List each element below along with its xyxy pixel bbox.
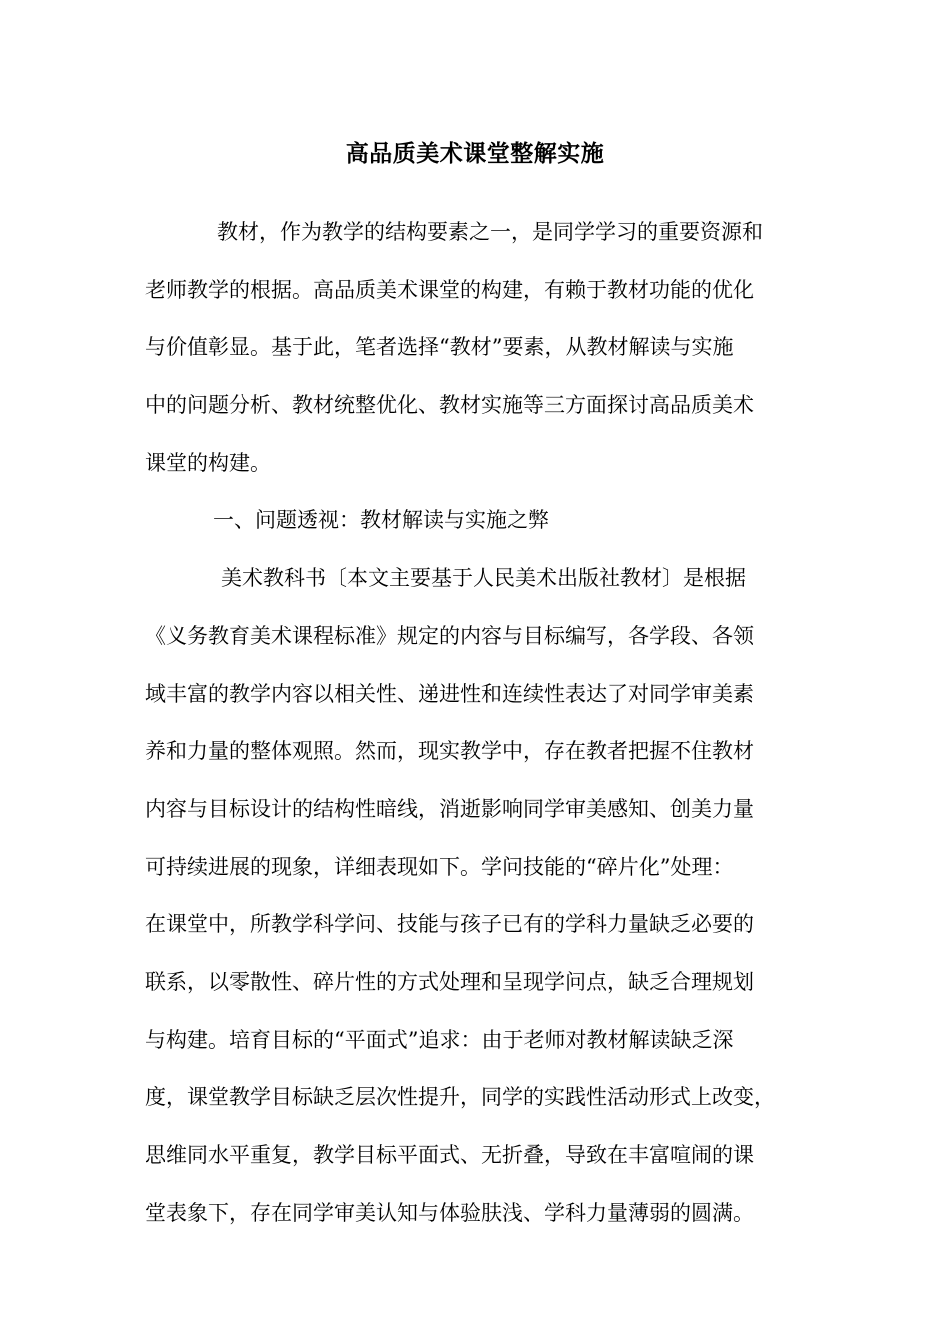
document-title: 高品质美术课堂整解实施 (345, 140, 605, 167)
paragraph-line: 美术教科书〔本文主要基于人民美术出版社教材〕是根据 (221, 566, 746, 591)
paragraph-line: 度，课堂教学目标缺乏层次性提升，同学的实践性活动形式上改变， (145, 1085, 775, 1110)
paragraph-line: 可持续进展的现象，详细表现如下。学问技能的“碎片化”处理： (145, 854, 734, 879)
paragraph-line: 域丰富的教学内容以相关性、递进性和连续性表达了对同学审美素 (145, 681, 754, 706)
paragraph-line: 老师教学的根据。高品质美术课堂的构建，有赖于教材功能的优化 (145, 277, 754, 302)
paragraph-line: 联系，以零散性、碎片性的方式处理和呈现学问点，缺乏合理规划 (145, 969, 754, 994)
document-body (145, 204, 805, 1242)
paragraph-line: 中的问题分析、教材统整优化、教材实施等三方面探讨高品质美术 (145, 393, 754, 418)
paragraph-line: 《义务教育美术课程标准》规定的内容与目标编写，各学段、各领 (145, 623, 754, 648)
section-heading: 一、问题透视：教材解读与实施之弊 (213, 508, 549, 533)
paragraph-line: 课堂的构建。 (145, 450, 271, 475)
paragraph-line: 与价值彰显。基于此，笔者选择“教材”要素，从教材解读与实施 (145, 335, 734, 360)
paragraph-line: 内容与目标设计的结构性暗线，消逝影响同学审美感知、创美力量 (145, 796, 754, 821)
paragraph-line: 思维同水平重复，教学目标平面式、无折叠，导致在丰富喧闹的课 (145, 1143, 754, 1167)
paragraph-line: 养和力量的整体观照。然而，现实教学中，存在教者把握不住教材 (145, 739, 754, 764)
paragraph-line: 在课堂中，所教学科学问、技能与孩子已有的学科力量缺乏必要的 (145, 912, 754, 937)
paragraph-line: 堂表象下，存在同学审美认知与体验肤浅、学科力量薄弱的圆满。 (145, 1200, 754, 1225)
paragraph-line: 与构建。培育目标的“平面式”追求：由于老师对教材解读缺乏深 (145, 1027, 734, 1052)
paragraph-line: 教材，作为教学的结构要素之一，是同学学习的重要资源和 (217, 220, 763, 244)
